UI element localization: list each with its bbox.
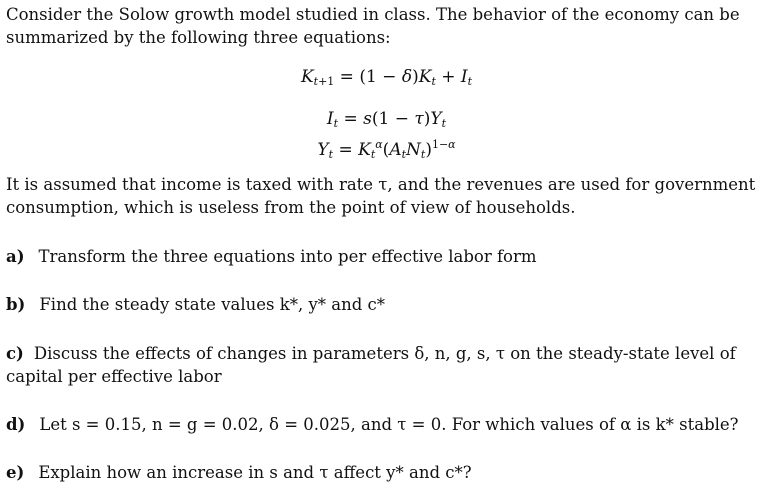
question-text: Explain how an increase in s and τ affect y* and c*? — [38, 463, 472, 482]
question-a — [6, 245, 746, 268]
question-b — [6, 293, 746, 316]
question-text: Find the steady state values k*, y* and c* — [39, 295, 386, 314]
question-text: Discuss the effects of changes in parameters δ, n, g, s, τ on the steady-state level of — [33, 344, 736, 363]
question-label: c) — [6, 344, 24, 363]
question-label: e) — [6, 463, 25, 482]
question-c — [6, 342, 746, 388]
intro-line-1: Consider the Solow growth model studied in class. The behavior of the economy can be — [6, 5, 740, 24]
question-label: b) — [6, 295, 26, 314]
question-text-continued: capital per effective labor — [6, 367, 222, 386]
equation-production: $Y_t = K_t^\alpha(A_tN_t)^{1-\alpha}$ — [317, 138, 456, 161]
question-e — [6, 461, 746, 484]
question-label: d) — [6, 415, 26, 434]
equation-investment: $I_t = s(1 - \tau)Y_t$ — [326, 109, 447, 130]
assumption-paragraph — [6, 173, 756, 219]
intro-paragraph — [6, 3, 746, 49]
assumption-line-2: consumption, which is useless from the point of view of households. — [6, 198, 576, 217]
question-d — [6, 413, 746, 436]
question-label: a) — [6, 247, 25, 266]
question-text: Transform the three equations into per effective labor form — [38, 247, 537, 266]
equation-capital-accumulation: $K_{t+1} = (1 - \delta)K_t + I_t$ — [300, 67, 473, 88]
intro-line-2: summarized by the following three equations: — [6, 28, 391, 47]
question-text: Let s = 0.15, n = g = 0.02, δ = 0.025, and τ = 0. For which values of α is k* stable? — [39, 415, 739, 434]
assumption-line-1: It is assumed that income is taxed with rate τ, and the revenues are used for government — [6, 175, 756, 194]
